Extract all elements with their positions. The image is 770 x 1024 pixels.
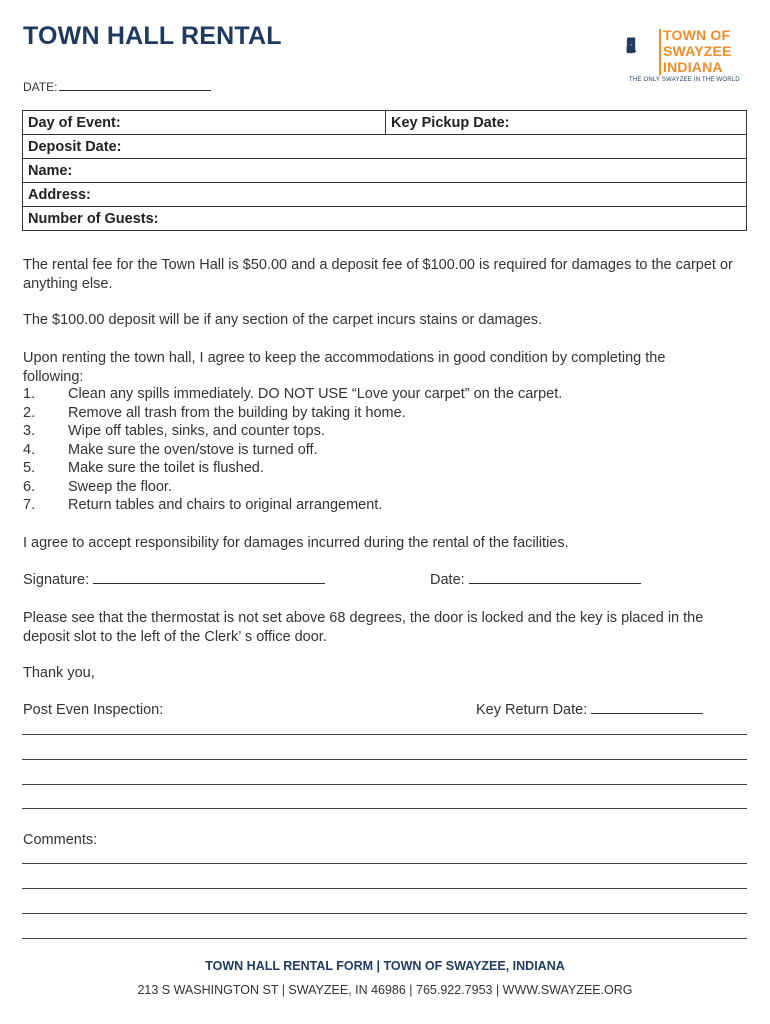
signature-blank-line[interactable] <box>93 571 325 584</box>
key-return-date-blank-line[interactable] <box>591 701 703 714</box>
deposit-date-field[interactable]: Deposit Date: <box>23 135 747 159</box>
signature-date-field[interactable] <box>430 571 641 590</box>
date-blank-line[interactable] <box>59 80 211 91</box>
signature-label: Signature: <box>23 572 90 588</box>
key-return-date-label: Key Return Date: <box>476 702 588 718</box>
logo-divider <box>659 29 661 75</box>
list-item: 7. Return tables and chairs to original arrangement. <box>23 497 383 513</box>
thank-you-text: Thank you, <box>23 665 95 681</box>
list-item: 6. Sweep the floor. <box>23 478 172 495</box>
deposit-paragraph: The $100.00 deposit will be if any section of the carpet incurs stains or damages. <box>23 312 543 328</box>
date-field[interactable] <box>23 80 211 94</box>
inspection-line[interactable] <box>22 734 747 735</box>
comments-line[interactable] <box>22 888 747 889</box>
key-return-date-field[interactable] <box>476 701 703 720</box>
inspection-line[interactable] <box>22 784 747 785</box>
logo-wordmark <box>663 27 732 75</box>
logo-line-2: SWAYZEE <box>663 43 732 59</box>
comments-label: Comments: <box>23 832 98 848</box>
address-field[interactable]: Address: <box>23 183 747 207</box>
comments-line[interactable] <box>22 863 747 864</box>
comments-line[interactable] <box>22 938 747 939</box>
list-item: 2. Remove all trash from the building by taking it home. <box>23 404 406 421</box>
page-title: TOWN HALL RENTAL <box>23 22 282 50</box>
logo-line-1: TOWN OF <box>663 27 731 43</box>
thermostat-note: Please see that the thermostat is not set above 68 degrees, the door is locked and the key is placed in the deposit slot to the left of the Clerk’ s office door. <box>23 610 704 645</box>
list-item: 1. Clean any spills immediately. DO NOT USE “Love your carpet” on the carpet. <box>23 386 563 402</box>
date-label: DATE: <box>23 80 58 94</box>
list-item: 3. Wipe off tables, sinks, and counter tops. <box>23 423 325 439</box>
footer-address: 213 S WASHINGTON ST | SWAYZEE, IN 46986 | 765.922.7953 | WWW.SWAYZEE.ORG <box>137 983 633 997</box>
inspection-line[interactable] <box>22 808 747 809</box>
agreement-steps <box>23 385 748 515</box>
responsibility-paragraph: I agree to accept responsibility for damages incurred during the rental of the facilities. <box>23 535 569 551</box>
signature-date-blank-line[interactable] <box>469 571 641 584</box>
comments-line[interactable] <box>22 913 747 914</box>
day-of-event-field[interactable]: Day of Event: <box>23 111 386 135</box>
signature-field[interactable] <box>23 571 325 590</box>
post-inspection-label: Post Even Inspection: <box>23 702 164 718</box>
inspection-line[interactable] <box>22 759 747 760</box>
number-of-guests-field[interactable]: Number of Guests: <box>23 207 747 231</box>
rental-info-table <box>22 110 747 231</box>
key-pickup-date-field[interactable]: Key Pickup Date: <box>386 111 747 135</box>
list-item: 5. Make sure the toilet is flushed. <box>23 460 264 476</box>
fee-paragraph: The rental fee for the Town Hall is $50.00 and a deposit fee of $100.00 is required for damages to the carpet or anything else. <box>23 257 733 292</box>
list-item: 4. Make sure the oven/stove is turned off. <box>23 441 318 458</box>
steps-list <box>23 385 748 515</box>
footer-title: TOWN HALL RENTAL FORM | TOWN OF SWAYZEE, INDIANA <box>205 959 565 973</box>
logo-line-3: INDIANA <box>663 59 723 75</box>
logo-tagline: THE ONLY SWAYZEE IN THE WORLD <box>629 77 740 83</box>
agreement-intro: Upon renting the town hall, I agree to keep the accommodations in good condition by completing the following: <box>23 350 666 385</box>
indiana-state-map-icon <box>626 37 636 53</box>
name-field[interactable]: Name: <box>23 159 747 183</box>
signature-date-label: Date: <box>430 572 465 588</box>
